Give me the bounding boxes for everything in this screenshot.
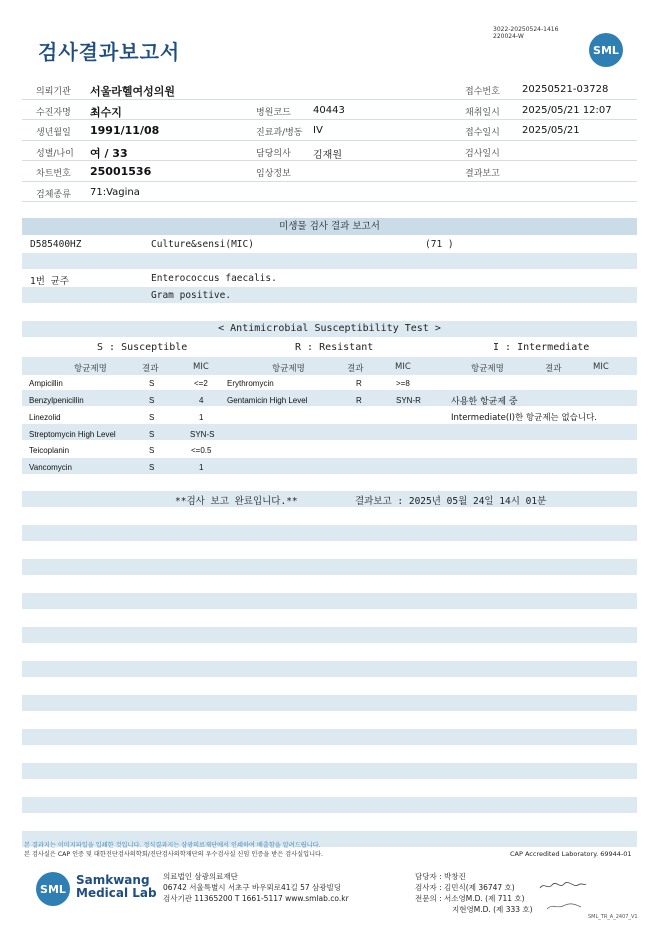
- organization-info: [163, 871, 349, 904]
- logo-line2: Medical Lab: [76, 886, 157, 900]
- sml-logo-icon: SML: [589, 33, 623, 67]
- drug-result: S: [149, 430, 155, 439]
- drug-result: S: [149, 396, 155, 405]
- drug-mic: <=0.5: [191, 446, 212, 455]
- info-row: [22, 79, 637, 100]
- header-mic: MIC: [193, 362, 209, 372]
- strain-label: 1번 균주: [30, 276, 69, 287]
- signature-icon: [545, 900, 585, 912]
- info-row: [22, 100, 637, 121]
- section-title: 미생물 검사 결과 보고서: [22, 218, 637, 235]
- info-row: [22, 182, 637, 203]
- drug-mic: 4: [199, 396, 204, 405]
- ast-title: < Antimicrobial Susceptibility Test >: [218, 323, 441, 334]
- intermediate-note: Intermediate(I)한 항균제는 없습니다.: [451, 413, 597, 423]
- staff-contact: 담당자 : 박창진: [415, 872, 466, 881]
- organization-name: 의료법인 삼광의료재단: [163, 872, 238, 881]
- row-band: [22, 525, 637, 541]
- legend-susceptible: S : Susceptible: [97, 342, 188, 353]
- drug-result: R: [356, 379, 362, 388]
- info-label: 검사일시: [465, 148, 500, 159]
- completion-text: **검사 보고 완료입니다.**: [175, 496, 298, 507]
- test-name: Culture&sensi(MIC): [151, 239, 254, 250]
- drug-name: Teicoplanin: [29, 446, 70, 455]
- info-row: [22, 120, 637, 141]
- info-value: 1991/11/08: [90, 124, 160, 137]
- intermediate-note: 사용한 항균제 중: [451, 397, 518, 407]
- info-label: 병원코드: [256, 107, 291, 118]
- gram-stain: Gram positive.: [151, 290, 232, 301]
- row-band: [22, 390, 637, 406]
- drug-name: Gentamicin High Level: [227, 396, 308, 405]
- drug-result: S: [149, 379, 155, 388]
- legend-intermediate: I : Intermediate: [493, 342, 590, 353]
- header-mic: MIC: [395, 362, 411, 372]
- drug-mic: <=2: [194, 379, 208, 388]
- drug-name: Vancomycin: [29, 463, 72, 472]
- row-band: [22, 287, 637, 303]
- staff-info: [415, 871, 533, 915]
- info-value: 40443: [313, 104, 345, 116]
- info-value: 25001536: [90, 165, 152, 178]
- drug-name: Linezolid: [29, 413, 61, 422]
- info-label: 의뢰기관: [36, 87, 71, 97]
- info-value: 최수지: [90, 105, 122, 119]
- sml-logo-icon: SML: [36, 872, 70, 906]
- drug-mic: >=8: [396, 379, 410, 388]
- info-label: 접수번호: [465, 87, 500, 97]
- info-row: [22, 141, 637, 162]
- test-code: D585400HZ: [30, 239, 82, 250]
- legend-resistant: R : Resistant: [295, 342, 374, 353]
- report-time: 결과보고 : 2025년 05월 24일 14시 01분: [355, 496, 547, 507]
- info-label: 접수일시: [465, 128, 500, 138]
- row-band: [22, 695, 637, 711]
- info-row: [22, 161, 637, 182]
- drug-name: Streptomycin High Level: [29, 430, 116, 439]
- drug-mic: 1: [199, 413, 204, 422]
- drug-mic: SYN-R: [396, 396, 421, 405]
- signature-icon: [538, 880, 588, 892]
- row-band: [22, 253, 637, 269]
- info-value: 여 / 33: [90, 146, 128, 160]
- header-result: 결과: [142, 364, 159, 374]
- organization-address: 06742 서울특별시 서초구 바우뫼로41길 57 삼광빌딩: [163, 883, 342, 892]
- organization-contact: 검사기관 11365200 T 1661-5117 www.smlab.co.kr: [163, 894, 349, 903]
- form-code: SML_TR_A_2407_V1: [588, 914, 638, 920]
- info-value: 2025/05/21: [522, 125, 580, 136]
- info-label: 생년월일: [36, 128, 71, 138]
- header-mic: MIC: [593, 362, 609, 372]
- info-label: 담당의사: [256, 148, 291, 159]
- info-value: 2025/05/21 12:07: [522, 104, 612, 116]
- row-band: [22, 763, 637, 779]
- drug-name: Erythromycin: [227, 379, 274, 388]
- staff-specialist: 전문의 : 서소영M.D. (제 711 호): [415, 894, 525, 903]
- info-label: 임상정보: [256, 169, 291, 179]
- drug-result: R: [356, 396, 362, 405]
- staff-tester: 검사자 : 김민식(제 36747 호): [415, 883, 515, 892]
- page-title: 검사결과보고서: [38, 40, 181, 64]
- row-band: [22, 797, 637, 813]
- footnote-accreditation: 본 검사실은 CAP 인증 및 대한진단검사의학회/진단검사의학재단의 우수검사실 신임 인증을 받은 검사실입니다.: [24, 851, 323, 858]
- info-label: 차트번호: [36, 169, 71, 179]
- logo-line1: Samkwang: [76, 873, 150, 887]
- info-label: 성별/나이: [36, 148, 74, 159]
- document-id: [493, 26, 558, 40]
- row-band: [22, 559, 637, 575]
- header-result: 결과: [347, 364, 364, 374]
- drug-result: S: [149, 446, 155, 455]
- info-value: 20250521-03728: [522, 84, 609, 95]
- row-band: [22, 661, 637, 677]
- company-logo-text: [76, 874, 157, 900]
- info-value: IV: [313, 125, 323, 136]
- row-band: [22, 627, 637, 643]
- cap-accreditation: CAP Accredited Laboratory. 69944-01: [510, 850, 632, 858]
- document-id-line1: 3022-20250524-1416: [493, 26, 559, 33]
- header-drug: 항균제명: [471, 364, 504, 374]
- footnote-print-notice: 본 결과지는 이미지파일을 입쇄한 것입니다. 정식결과지는 삼광의료재단에서 인쇄하여 배출함을 알려드립니다.: [24, 842, 321, 849]
- info-value: 71:Vagina: [90, 186, 140, 198]
- info-value: 서울라헬여성의원: [90, 85, 176, 98]
- drug-result: S: [149, 413, 155, 422]
- info-label: 검체종류: [36, 189, 71, 200]
- info-label: 채취일시: [465, 107, 500, 118]
- staff-specialist: 지현영M.D. (제 333 호): [452, 905, 533, 914]
- row-band: [22, 729, 637, 745]
- specimen-code: (71 ): [425, 239, 454, 250]
- drug-name: Ampicillin: [29, 379, 63, 388]
- drug-mic: SYN-S: [190, 430, 215, 439]
- info-label: 결과보고: [465, 169, 500, 179]
- drug-result: S: [149, 463, 155, 472]
- document-id-line2: 220024-W: [493, 33, 524, 40]
- drug-mic: 1: [199, 463, 204, 472]
- info-value: 김재원: [313, 149, 342, 161]
- patient-info-table: [22, 79, 637, 202]
- info-label: 진료과/병동: [256, 128, 303, 138]
- row-band: [22, 458, 637, 474]
- row-band: [22, 593, 637, 609]
- drug-name: Benzylpenicillin: [29, 396, 84, 405]
- header-result: 결과: [545, 364, 562, 374]
- organism-name: Enterococcus faecalis.: [151, 273, 277, 284]
- info-label: 수진자명: [36, 107, 71, 118]
- header-drug: 항균제명: [74, 364, 107, 374]
- header-drug: 항균제명: [272, 364, 305, 374]
